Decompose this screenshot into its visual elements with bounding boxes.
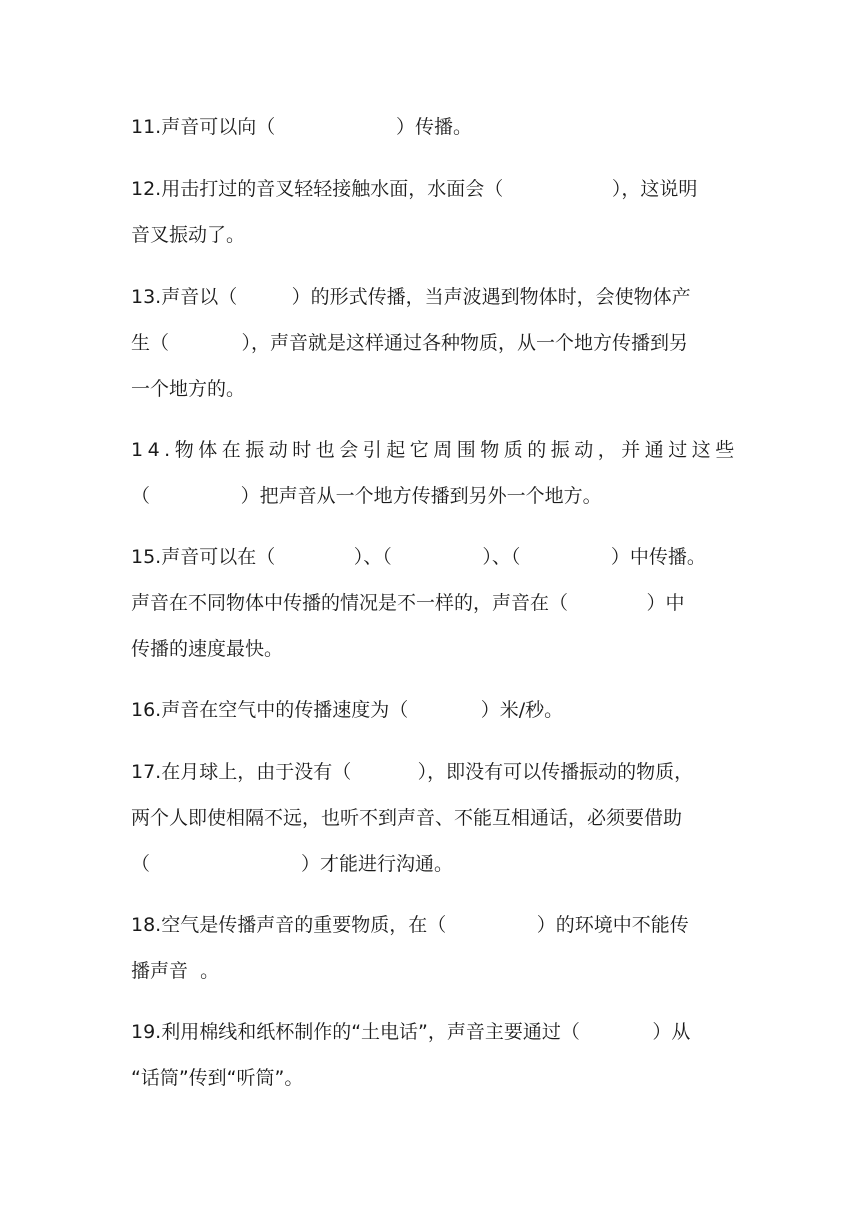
question-line: 音叉振动了。 xyxy=(131,224,246,246)
question-line: 播声音 。 xyxy=(131,960,220,982)
question-line: 生（ ），声音就是这样通过各种物质，从一个地方传播到另 xyxy=(131,332,688,354)
question-line: 13.声音以（ ）的形式传播，当声波遇到物体时，会使物体产 xyxy=(131,286,691,308)
question-12 xyxy=(131,166,731,258)
question-18 xyxy=(131,902,731,994)
question-line: 一个地方的。 xyxy=(131,378,246,400)
question-19 xyxy=(131,1009,731,1101)
question-11 xyxy=(131,104,731,150)
question-17 xyxy=(131,749,731,887)
question-line: 14.物体在振动时也会引起它周围物质的振动，并通过这些 xyxy=(131,439,739,461)
question-line: （ ）才能进行沟通。 xyxy=(131,853,453,875)
question-line: （ ）把声音从一个地方传播到另外一个地方。 xyxy=(131,485,602,507)
question-line: “话筒”传到“听筒”。 xyxy=(131,1067,304,1089)
question-line: 传播的速度最快。 xyxy=(131,638,284,660)
question-16 xyxy=(131,687,731,733)
question-line: 18.空气是传播声音的重要物质，在（ ）的环境中不能传 xyxy=(131,914,689,936)
question-line: 11.声音可以向（ ）传播。 xyxy=(131,116,473,138)
question-line: 声音在不同物体中传播的情况是不一样的，声音在（ ）中 xyxy=(131,592,685,614)
question-13 xyxy=(131,274,731,412)
question-14 xyxy=(131,427,739,519)
question-line: 两个人即使相隔不远，也听不到声音、不能互相通话，必须要借助 xyxy=(131,807,683,829)
question-line: 17.在月球上，由于没有（ ），即没有可以传播振动的物质， xyxy=(131,761,694,783)
question-line: 12.用击打过的音叉轻轻接触水面，水面会（ ），这说明 xyxy=(131,178,698,200)
question-line: 16.声音在空气中的传播速度为（ ）米/秒。 xyxy=(131,699,564,721)
question-15 xyxy=(131,534,731,672)
question-line: 15.声音可以在（ ）、（ ）、（ ）中传播。 xyxy=(131,546,706,568)
question-line: 19.利用棉线和纸杯制作的“土电话”，声音主要通过（ ）从 xyxy=(131,1021,691,1043)
